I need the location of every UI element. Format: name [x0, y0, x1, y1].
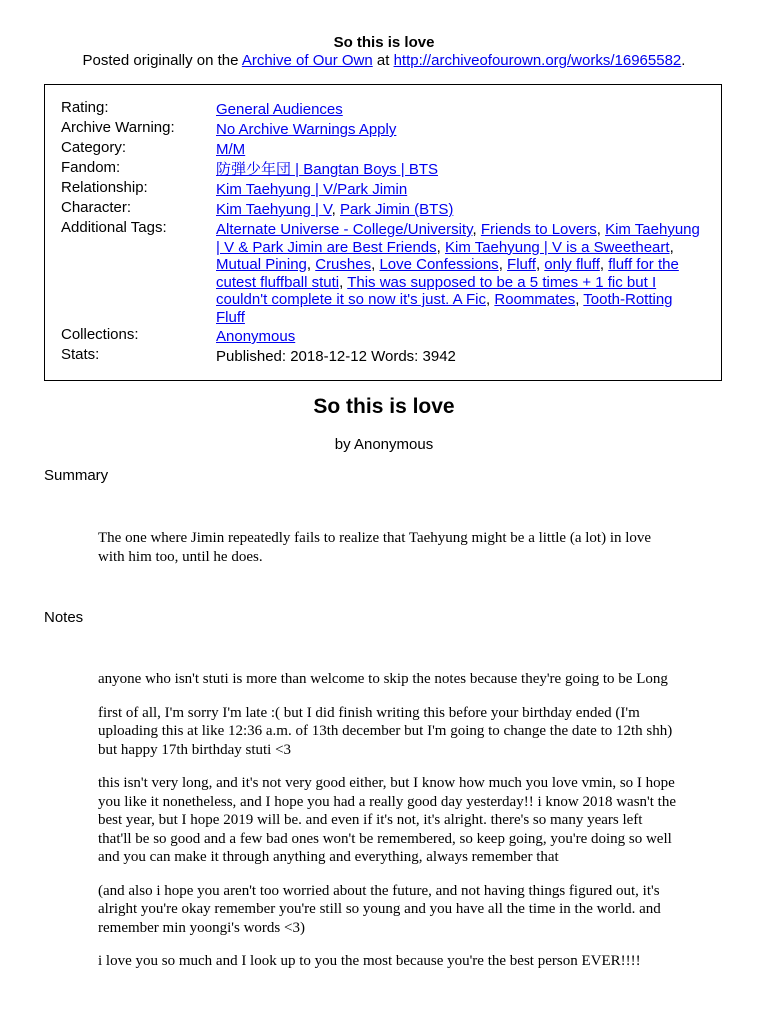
tag-link[interactable]: Kim Taehyung | V is a Sweetheart	[444, 238, 670, 256]
warning-link[interactable]: No Archive Warnings Apply	[216, 121, 397, 138]
tag-link[interactable]: Love Confessions	[379, 256, 499, 273]
relationship-label: Relationship:	[61, 179, 148, 196]
notes-paragraph: i love you so much and I look up to you the most because you're the best person EVER!!!!	[98, 953, 641, 969]
summary-paragraph: The one where Jimin repeatedly fails to realize that Taehyung might be a little (a lot) in love with him too, until he does.	[98, 530, 652, 565]
list-separator: ,	[599, 256, 609, 273]
character-list	[216, 201, 705, 219]
tags-label: Additional Tags:	[61, 219, 167, 236]
work-meta-box	[44, 84, 722, 381]
tag-list	[216, 221, 705, 326]
list-separator: ,	[486, 291, 495, 308]
posted-line	[0, 52, 768, 69]
archive-link[interactable]: Archive of Our Own	[241, 52, 373, 69]
character-label: Character:	[61, 199, 132, 216]
notes-text	[98, 670, 678, 971]
rating-link[interactable]: General Audiences	[216, 101, 343, 118]
tag-link[interactable]: This was supposed to be a 5 times + 1 fic but I couldn't complete it so now it's just. A Fic	[216, 273, 657, 308]
fandom-label: Fandom:	[61, 159, 121, 176]
summary-heading: Summary	[44, 467, 109, 484]
list-separator: ,	[306, 256, 316, 273]
character-link[interactable]: Park Jimin (BTS)	[340, 201, 454, 218]
list-separator: ,	[596, 221, 606, 238]
tag-link[interactable]: Fluff	[507, 256, 536, 273]
stats-value: Published: 2018-12-12 Words: 3942	[216, 348, 456, 365]
stats-label: Stats:	[61, 346, 100, 363]
notes-paragraph: this isn't very long, and it's not very good either, but I know how much you love vmin, so I hope you like it nonetheless, and I hope you had a really good day yesterday!! i know 2018 wasn't the best year, but I hope 2019 will be. and even if it's not, it's alright. there's so many years left that'll be so good and a few bad ones won't be remembered, so keep going, you're doing so well and you can make it through anything and everything, always remember that	[98, 775, 676, 865]
rating-label: Rating:	[61, 99, 109, 116]
relationship-link[interactable]: Kim Taehyung | V/Park Jimin	[216, 181, 408, 198]
list-separator: ,	[498, 256, 508, 273]
tag-link[interactable]: Roommates	[494, 291, 576, 308]
tag-link[interactable]: only fluff	[544, 256, 600, 273]
notes-paragraph: first of all, I'm sorry I'm late :( but I did finish writing this before your birthday ended (I'm uploading this at like 12:36 a.m. of 13th december but I'm going to change the date to 12th shh) but happy 17th birthday stuti <3	[98, 704, 673, 758]
list-separator: ,	[436, 238, 445, 256]
notes-heading: Notes	[44, 609, 84, 626]
tag-link[interactable]: Crushes	[315, 256, 372, 273]
at-text: at	[372, 52, 394, 69]
tag-link[interactable]: Kim Taehyung | V & Park Jimin are Best Friends	[216, 221, 700, 256]
period: .	[681, 52, 686, 69]
collections-label: Collections:	[61, 326, 139, 343]
list-separator: ,	[331, 201, 340, 218]
summary-text	[98, 529, 678, 566]
tag-link[interactable]: Tooth-Rotting Fluff	[216, 291, 673, 326]
tag-link[interactable]: fluff for the cutest fluffball stuti	[216, 256, 679, 291]
fandom-link[interactable]: 防弾少年団 | Bangtan Boys | BTS	[216, 161, 439, 178]
byline: by Anonymous	[334, 436, 434, 453]
document-title: So this is love	[333, 34, 435, 51]
category-link[interactable]: M/M	[216, 141, 246, 158]
work-url-link[interactable]: http://archiveofourown.org/works/16965582	[393, 52, 682, 69]
tag-link[interactable]: Friends to Lovers	[480, 221, 597, 238]
list-separator: ,	[371, 256, 380, 273]
list-separator: ,	[669, 238, 674, 256]
list-separator: ,	[575, 291, 584, 308]
character-link[interactable]: Kim Taehyung | V	[216, 201, 332, 218]
list-separator: ,	[535, 256, 545, 273]
notes-paragraph: (and also i hope you aren't too worried about the future, and not having things figured out, it's alright you're okay remember you're still so young and you have all the time in the world. and remember min yoongi's words <3)	[98, 882, 661, 936]
notes-paragraph: anyone who isn't stuti is more than welcome to skip the notes because they're going to be Long	[98, 671, 668, 687]
posted-prefix: Posted originally on the	[82, 52, 242, 69]
tag-link[interactable]: Mutual Pining	[216, 256, 307, 273]
collection-link[interactable]: Anonymous	[216, 328, 296, 345]
tag-link[interactable]: Alternate Universe - College/University	[216, 221, 473, 238]
category-label: Category:	[61, 139, 127, 156]
list-separator: ,	[472, 221, 481, 238]
list-separator: ,	[339, 273, 348, 291]
warning-label: Archive Warning:	[61, 119, 175, 136]
work-title: So this is love	[313, 395, 455, 418]
